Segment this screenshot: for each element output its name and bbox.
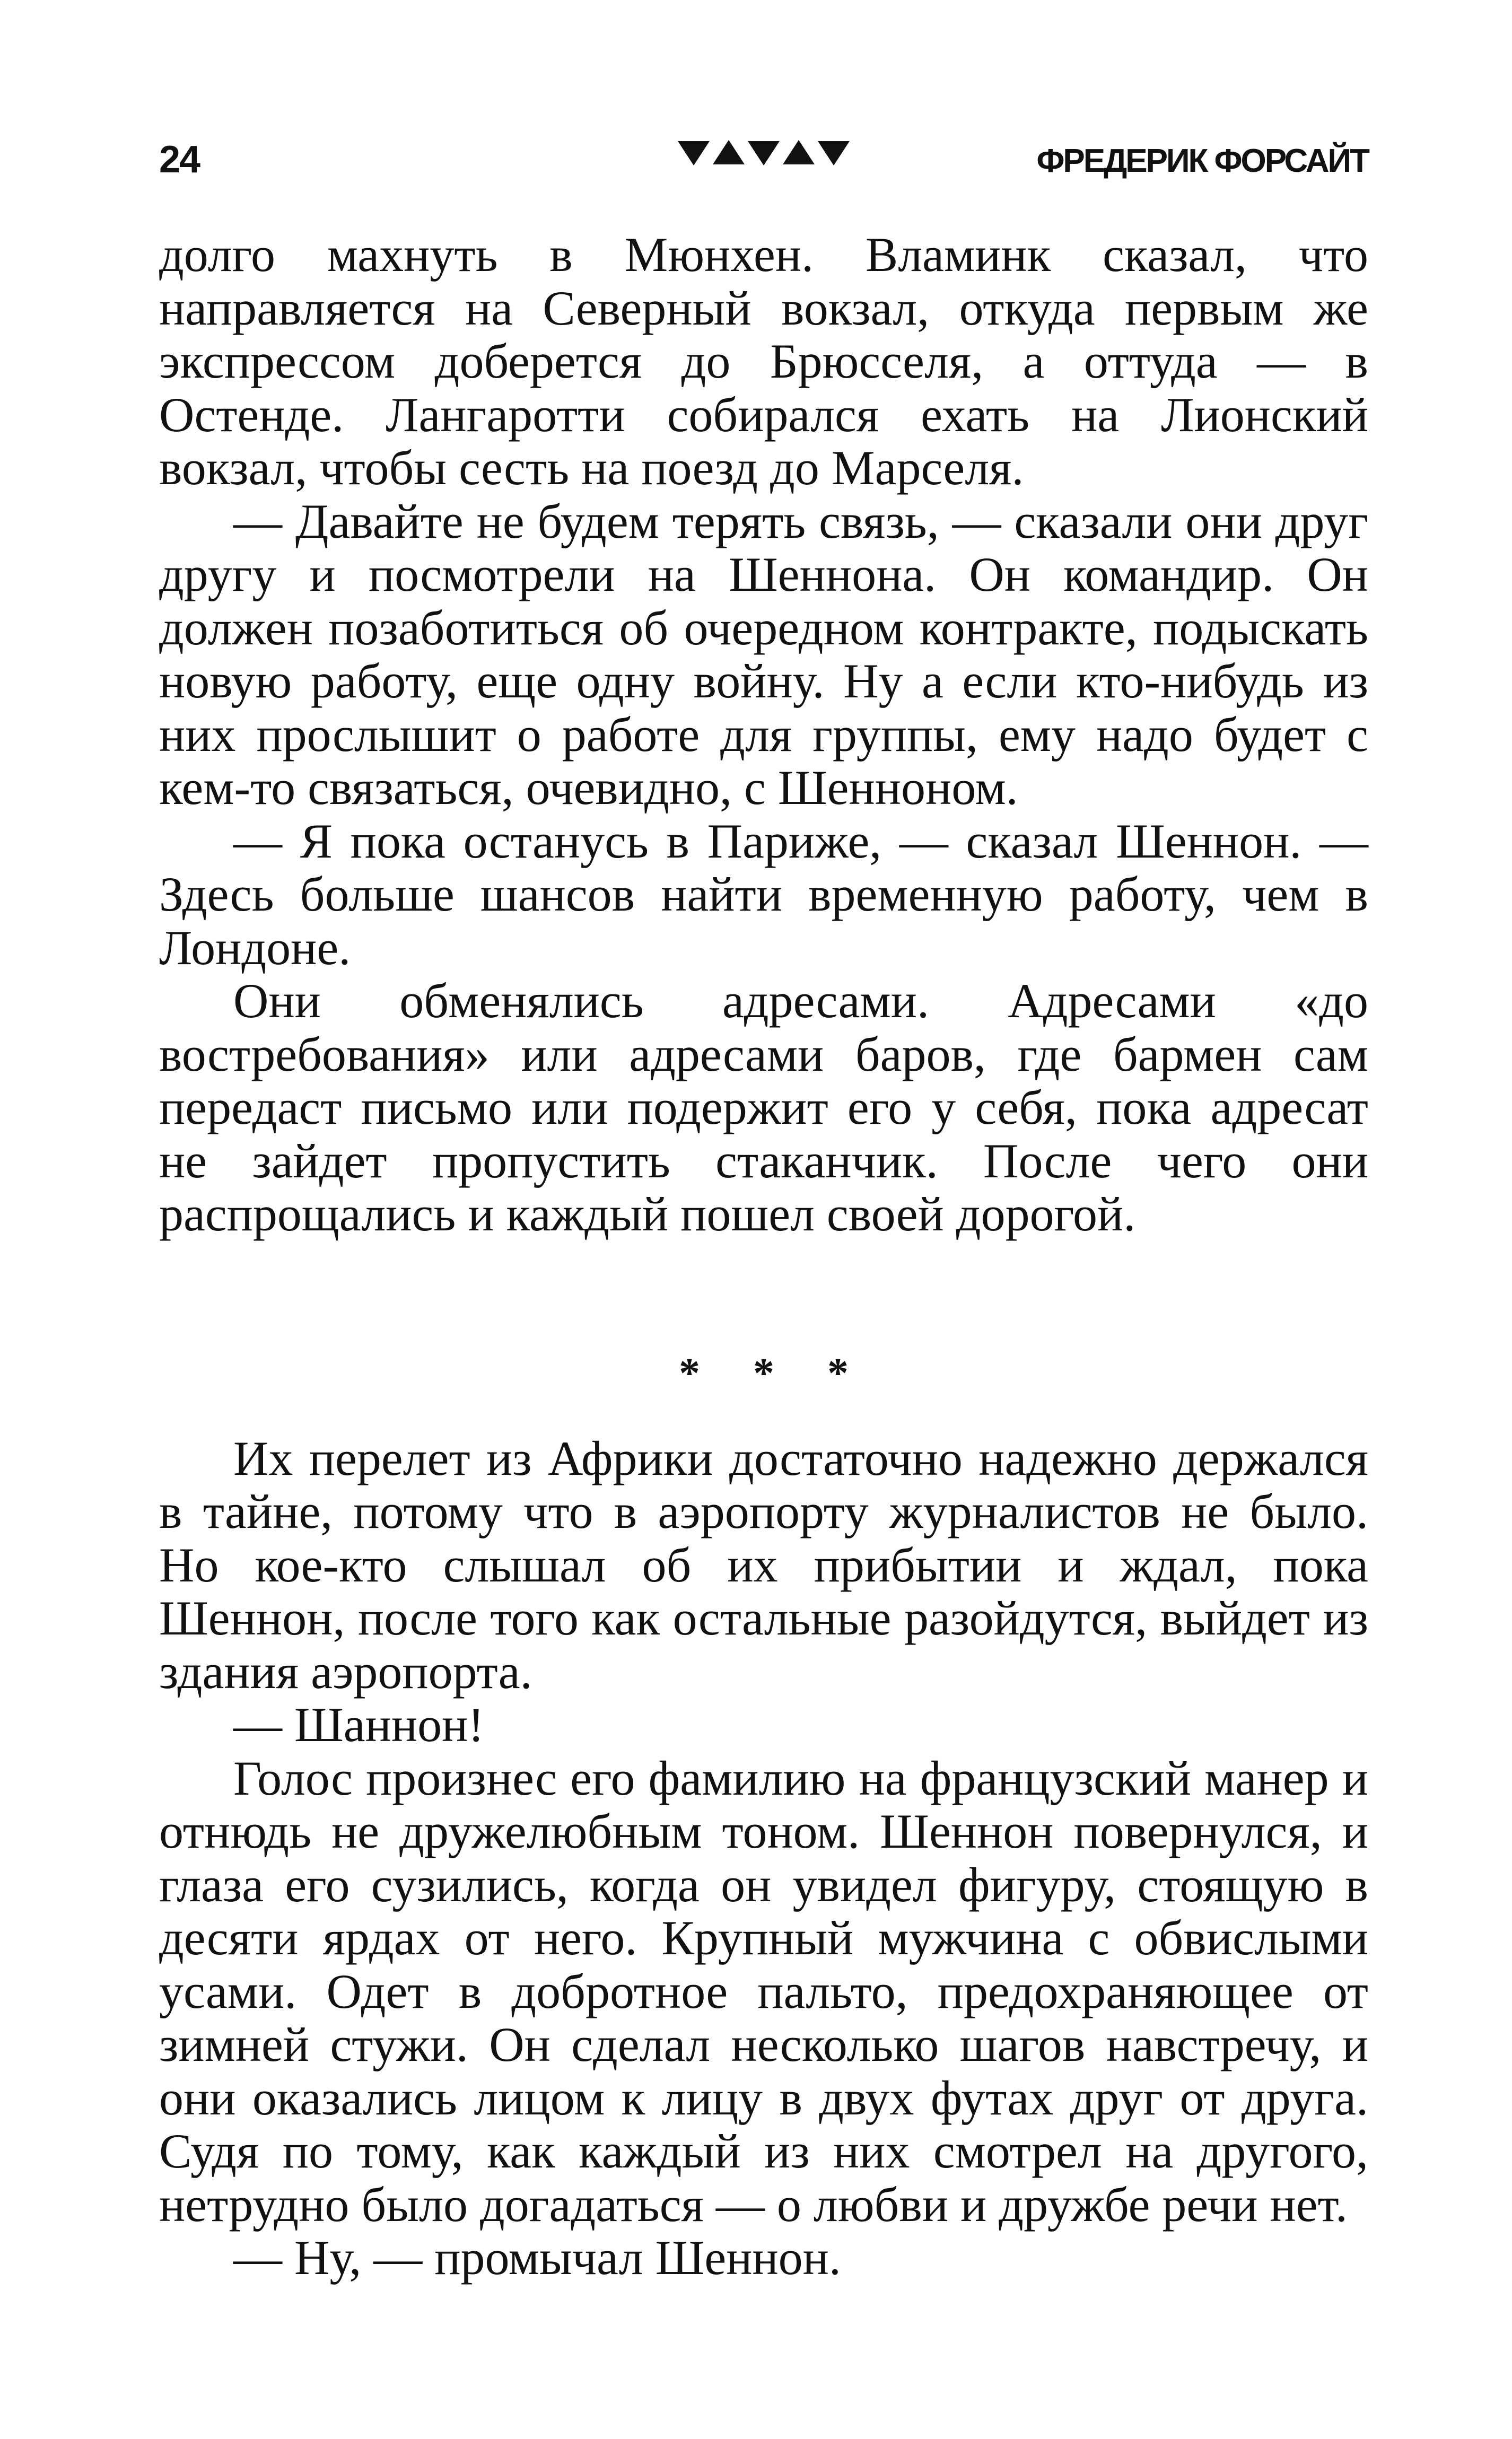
paragraph: — Ну, — промычал Шеннон. xyxy=(233,2231,841,2285)
triangle-up-icon xyxy=(713,139,745,167)
paragraph: долго махнуть в Мюнхен. Вламинк сказал, что направляется на Северный вокзал, откуда первым же экспрессом доберется до Брюсселя, а оттуда — в Остенде. Лангаротти собирался ехать на Лионский вокзал, чтобы сесть на поезд до Марселя. xyxy=(159,228,1368,495)
paragraph: — Я пока останусь в Париже, — сказал Шеннон. — Здесь больше шансов найти временную работу, чем в Лондоне. xyxy=(159,814,1368,975)
paragraph: Их перелет из Африки достаточно надежно держался в тайне, потому что в аэропорту журналистов не было. Но кое-кто слышал об их прибытии и ждал, пока Шеннон, после того как остальные разойдутся, выйдет из здания аэропорта. xyxy=(159,1431,1368,1699)
page-number: 24 xyxy=(159,138,200,181)
running-title: ФРЕДЕРИК ФОРСАЙТ xyxy=(1036,143,1368,179)
triangle-down-icon xyxy=(678,139,710,167)
paragraph: Они обменялись адресами. Адресами «до востребования» или адресами баров, где бармен сам передаст письмо или подержит его у себя, пока адресат не зайдет пропустить стаканчик. После чего они распрощались и каждый пошел своей дорогой. xyxy=(159,974,1368,1241)
body-text xyxy=(159,228,1368,2285)
triangle-down-icon xyxy=(818,139,850,167)
triangle-up-icon xyxy=(783,139,815,167)
triangle-down-icon xyxy=(748,139,780,167)
paragraph: Голос произнес его фамилию на французский манер и отнюдь не дружелюбным тоном. Шеннон повернулся, и глаза его сузились, когда он увидел фигуру, стоящую в десяти ярдах от него. Крупный мужчина с обвислыми усами. Одет в добротное пальто, предохраняющее от зимней стужи. Он сделал несколько шагов навстречу, и они оказались лицом к лицу в двух футах друг от друга. Судя по тому, как каждый из них смотрел на другого, нетрудно было догадаться — о любви и дружбе речи нет. xyxy=(159,1751,1368,2232)
section-separator: * * * xyxy=(679,1350,870,1397)
paragraph: — Шаннон! xyxy=(233,1698,484,1752)
ornament xyxy=(678,139,850,167)
paragraph: — Давайте не будем терять связь, — сказали они друг другу и посмотрели на Шеннона. Он командир. Он должен позаботиться об очередном контракте, подыскать новую работу, еще одну войну. Ну а если кто-нибудь из них прослышит о работе для группы, ему надо будет с кем-то связаться, очевидно, с Шенноном. xyxy=(159,494,1368,815)
book-page xyxy=(159,127,1368,2285)
running-head xyxy=(159,127,1368,186)
